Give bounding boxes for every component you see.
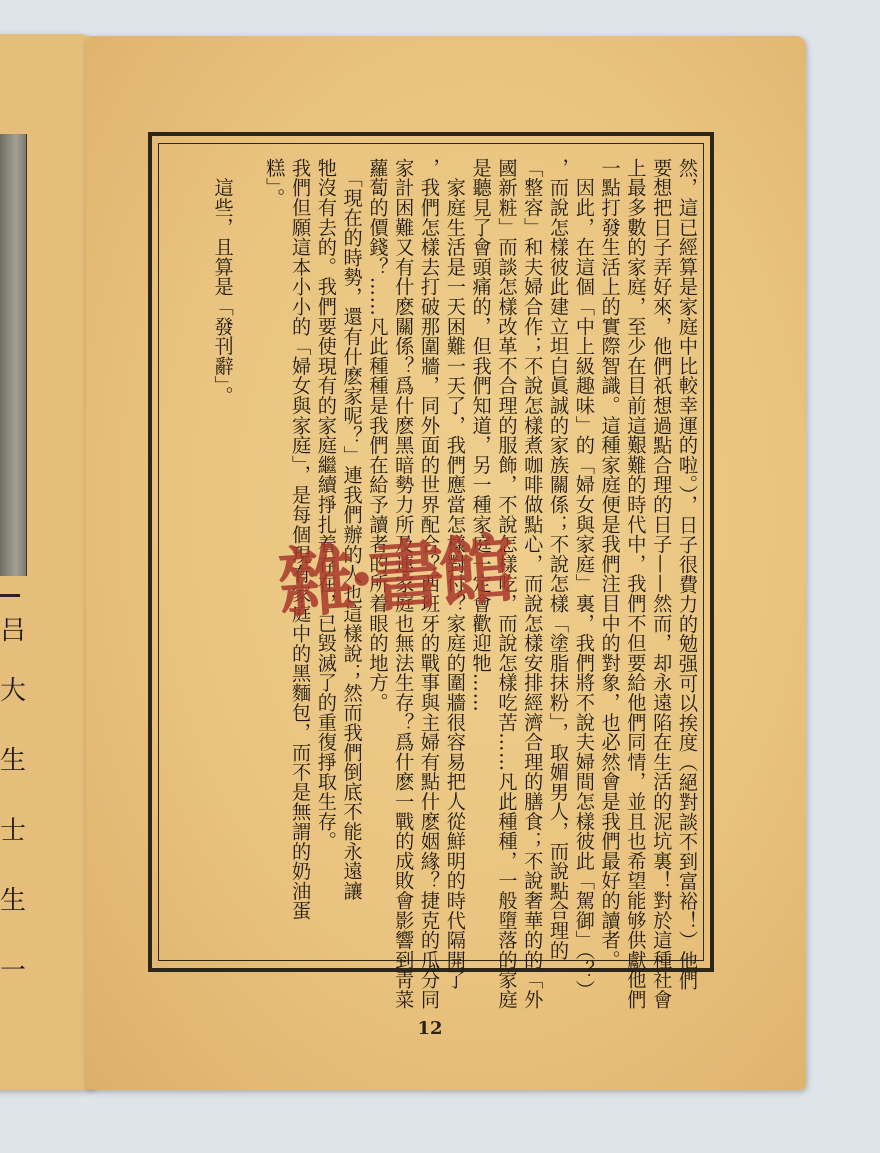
text-column: 國新粧」而談怎樣改革不合理的服飾，不說怎樣吃，而說怎樣吃苦……凡此種種，一般墮落的家庭 (495, 158, 519, 1010)
facing-page-glyph: 一 (0, 956, 27, 986)
facing-page-glyph: 吕 (0, 616, 27, 646)
facing-page-glyph: 大 (0, 676, 27, 706)
text-column: 家計困難又有什麽關係？爲什麽黑暗勢力所及連家庭也無法生存？爲什麽一戰的成敗會影響到靑菜 (392, 158, 416, 1010)
text-column (236, 158, 262, 958)
text-column: 這些，且算是「發刊辭」。 (211, 158, 235, 406)
facing-page (0, 34, 94, 1090)
facing-page-divider (0, 594, 20, 597)
text-column: 蘿蔔的價錢？……凡此種種是我們在給予讀者的所着眼的地方。 (366, 158, 390, 713)
text-column: 「整容」和夫婦合作；不說怎樣煮咖啡做點心，而說怎樣安排經濟合理的膳食；不說奢華的的「外 (521, 158, 545, 1010)
text-column: 家庭生活是一天困難一天了，我們應當怎樣對付？家庭的圍牆很容易把人從鮮明的時代隔開了 (443, 158, 467, 990)
text-column: 我們但願這本小小的「婦女與家庭」，是每個現有家庭中的黑麵包，而不是無謂的奶油蛋 (289, 158, 313, 921)
text-column: ，而說怎樣彼此建立坦白眞誠的家族關係；不說怎樣「塗脂抹粉」，取媚男人，而說點合理的 (547, 158, 571, 961)
text-column: 因此，在這個「中上級趣味」的「婦女與家庭」裏，我們將不說夫婦間怎樣彼此「駕御」（？） (572, 158, 596, 1000)
text-column: 上最多數的家庭，至少在目前這艱難的時代中，我們不但要給他們同情，並且也希望能够供獻他們 (624, 158, 648, 1010)
text-column: 牠沒有去的。我們要使現有的家庭繼續掙扎着存在，已毀滅了的重復掙取生存。 (314, 158, 338, 851)
text-column: 是聽見了會頭痛的，但我們知道，另一種家庭一定會歡迎牠…… (469, 158, 493, 713)
text-column: 要想把日子弄好來，他們祇想過點合理的日子——然而，却永遠陷在生活的泥坑裏！對於這種社會 (650, 158, 674, 1010)
text-column: 一點打發生活上的實際智識。這種家庭便是我們注目中的對象，也必然會是我們最好的讀者。 (598, 158, 622, 970)
facing-page-glyph: 生 (0, 886, 27, 916)
facing-page-glyph: 生 (0, 746, 27, 776)
library-stamp: 雜·書館 (275, 524, 512, 629)
facing-page-photo (0, 134, 27, 576)
text-column: 糕」。 (263, 158, 287, 208)
text-column: ，我們怎樣去打破那圍牆，同外面的世界配合？西班牙的戰事與主婦有點什麽姻緣？捷克的瓜分同 (418, 158, 442, 1010)
facing-page-glyph: 士 (0, 816, 27, 846)
text-column: 「現在的時勢，還有什麽家呢？」連我們辦的人也這樣說；然而我們倒底不能永遠讓 (340, 158, 364, 901)
page-number: 12 (417, 1018, 443, 1039)
text-column: 然，這已經算是家庭中比較幸運的啦。），日子很費力的勉强可以挨度（絕對談不到富裕！）他們 (676, 158, 699, 991)
